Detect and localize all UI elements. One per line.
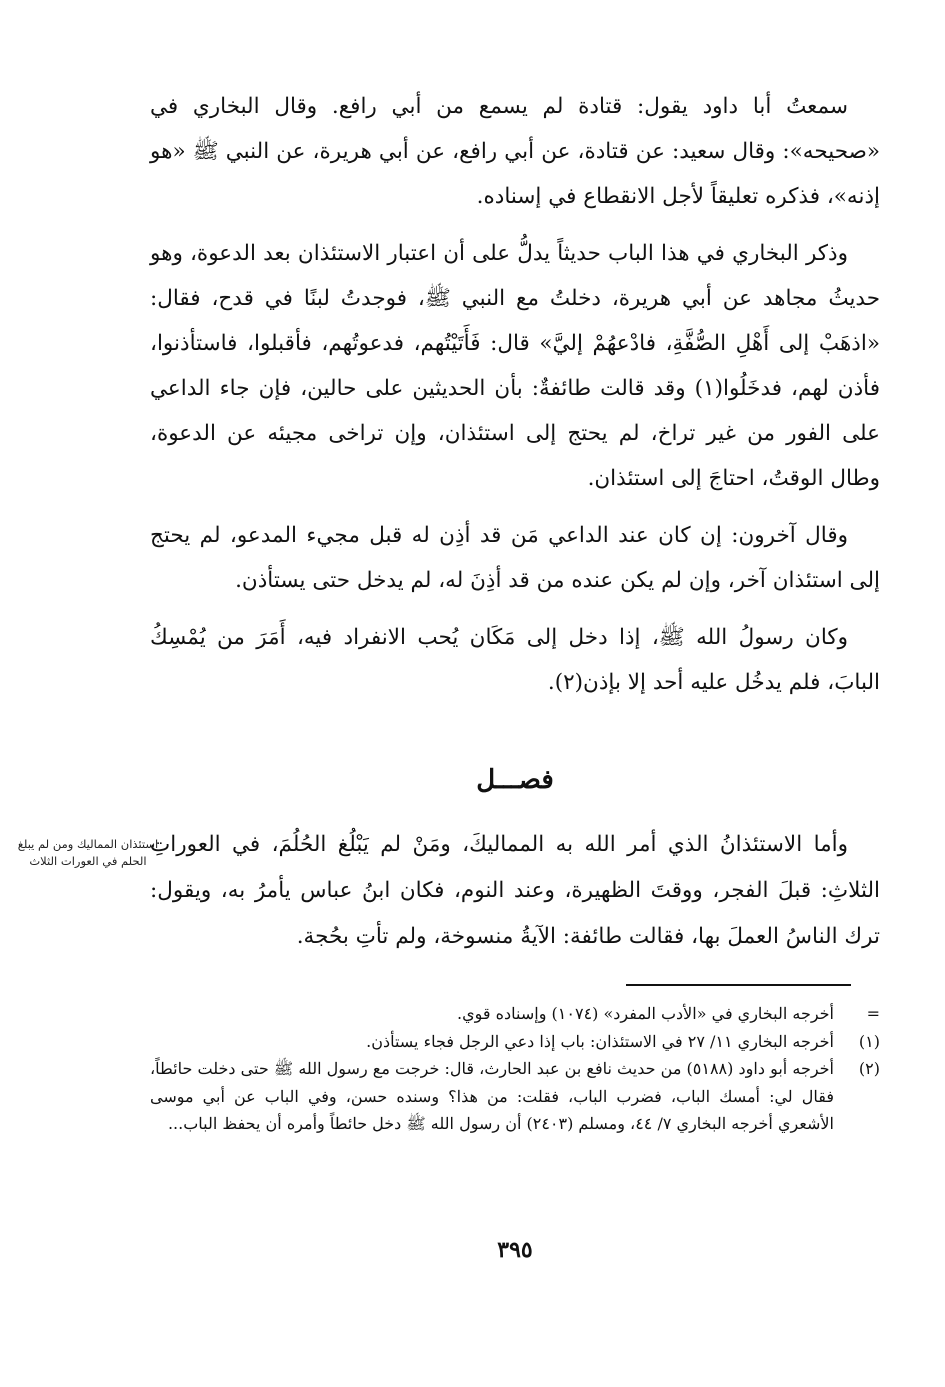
page-number: ٣٩٥ xyxy=(497,1237,533,1263)
section-paragraph: وأما الاستئذانُ الذي أمر الله به المماليكَ، ومَنْ لم يَبْلُغ الحُلُمَ، في العوراتِ الثلاثِ: قبلَ الفجر، ووقتَ الظهيرة، وعند النوم، فكان ابنُ عباس يأمرُ به، ويقول: ترك الناسُ العملَ بها، فقالت طائفة: الآيةُ منسوخة، ولم تأتِ بحُجة. xyxy=(150,832,880,949)
section-text xyxy=(150,822,880,960)
footnote-marker: (٢) xyxy=(858,1059,880,1078)
paragraph-1: سمعتُ أبا داود يقول: قتادة لم يسمع من أبي رافع. وقال البخاري في «صحيحه»: وقال سعيد: عن قتادة، عن أبي رافع، عن أبي هريرة، عن النبي ﷺ «هو إذنه»، فذكره تعليقاً لأجل الانقطاع في إسناده. xyxy=(150,94,880,209)
footnote-2 xyxy=(150,1055,880,1138)
footnote-1 xyxy=(150,1028,880,1056)
main-text xyxy=(150,84,880,705)
footnote-text: أخرجه البخاري في «الأدب المفرد» (١٠٧٤) وإسناده قوي. xyxy=(457,1004,834,1023)
section-heading: فصـــل xyxy=(476,765,554,795)
paragraph-2: وذكر البخاري في هذا الباب حديثاً يدلُّ على أن اعتبار الاستئذان بعد الدعوة، وهو حديثُ مجاهد عن أبي هريرة، دخلتُ مع النبي ﷺ، فوجدتُ لبنًا في قدح، فقال: «اذهَبْ إلى أَهْلِ الصُّفَّةِ، فادْعهُمْ إليَّ» قال: فَأَتَيْتُهم، فدعوتُهم، فأقبلوا، فاستأذنوا، فأذن لهم، فدخَلُوا(١) وقد قالت طائفةٌ: بأن الحديثين على حالين، فإن جاء الداعي على الفور من غير تراخ، لم يحتج إلى استئذان، وإن تراخى مجيئه عن الدعوة، وطال الوقتُ، احتاجَ إلى استئذان. xyxy=(150,241,880,491)
footnote-marker: (١) xyxy=(858,1031,880,1051)
footnote-marker: = xyxy=(866,1004,880,1023)
footnotes xyxy=(150,1000,880,1138)
footnote-divider xyxy=(626,984,851,986)
footnote-continued xyxy=(150,1000,880,1028)
footnote-text: أخرجه أبو داود (٥١٨٨) من حديث نافع بن عبد الحارث، قال: خرجت مع رسول الله ﷺ حتى دخلت حائطاً، فقال لي: أمسك الباب، فضرب الباب، فقلت: من هذا؟ وسنده حسن، وفي الباب عن أبي موسى الأشعري أخرجه البخاري ٧/ ٤٤، ومسلم (٢٤٠٣) أن رسول الله ﷺ دخل حائطاً وأمره أن يحفظ الباب... xyxy=(150,1059,834,1133)
paragraph-3: وقال آخرون: إن كان عند الداعي مَن قد أذِن له قبل مجيء المدعو، لم يحتج إلى استئذان آخر، وإن لم يكن عنده من قد أذِنَ له، لم يدخل حتى يستأذن. xyxy=(150,523,880,593)
paragraph-4: وكان رسولُ الله ﷺ، إذا دخل إلى مَكَان يُحب الانفراد فيه، أَمَرَ من يُمْسِكُ البابَ، فلم يدخُل عليه أحد إلا بإذن(٢). xyxy=(150,625,880,695)
margin-note: استئذان المماليك ومن لم يبلغ الحلم في العورات الثلاث xyxy=(17,837,159,868)
footnote-text: أخرجه البخاري ١١/ ٢٧ في الاستئذان: باب إذا دعي الرجل فجاء يستأذن. xyxy=(366,1031,834,1051)
